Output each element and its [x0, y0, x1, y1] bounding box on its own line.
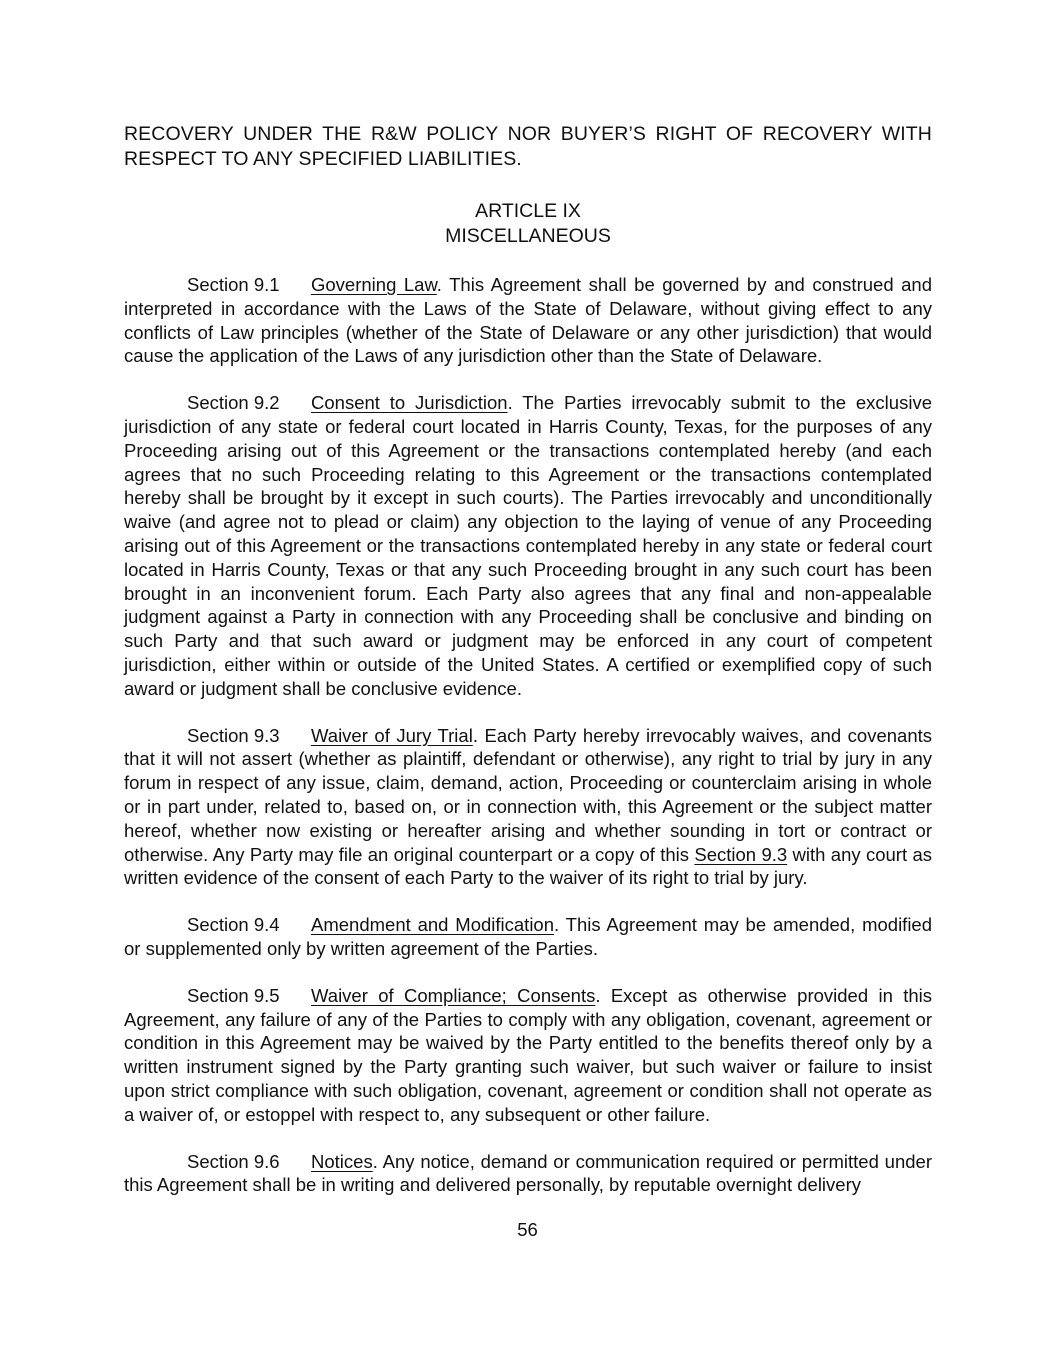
- section-heading: Waiver of Jury Trial: [311, 724, 473, 746]
- article-header: [124, 199, 932, 249]
- section-body-continued: with any court as written evidence of the consent of each Party to the waiver of its right to trial by jury.: [124, 843, 932, 889]
- section-9-6: [124, 1150, 932, 1198]
- section-heading: Amendment and Modification: [311, 914, 555, 936]
- section-body: . The Parties irrevocably submit to the exclusive jurisdiction of any state or federal court located in Harris County, Texas, for the purposes of any Proceeding arising out of this Agreement or the transactions contemplated hereby (and each agrees that no such Proceeding relating to this Agreement or the transactions contemplated hereby shall be brought by it except in such courts). The Parties irrevocably and unconditionally waive (and agree not to plead or claim) any objection to the laying of venue of any Proceeding arising out of this Agreement or the transactions contemplated hereby in any state or federal court located in Harris County, Texas or that any such Proceeding brought in any such court has been brought in an inconvenient forum. Each Party also agrees that any final and non-appealable judgment against a Party in connection with any Proceeding shall be conclusive and binding on such Party and that such award or judgment may be enforced in any court of competent jurisdiction, either within or outside of the United States. A certified or exemplified copy of such award or judgment shall be conclusive evidence.: [124, 392, 932, 699]
- section-9-3: [124, 724, 932, 891]
- section-number: Section 9.1: [187, 274, 280, 295]
- section-number: Section 9.4: [187, 914, 280, 936]
- section-heading: Consent to Jurisdiction: [311, 392, 508, 414]
- article-number: ARTICLE IX: [475, 200, 581, 222]
- section-9-5: [124, 984, 932, 1127]
- section-body: . Except as otherwise provided in this Agreement, any failure of any of the Parties to comply with any obligation, covenant, agreement or condition in this Agreement may be waived by the Party entitled to the benefits thereof only by a written instrument signed by the Party granting such waiver, but such waiver or failure to insist upon strict compliance with such obligation, covenant, agreement or condition shall not operate as a waiver of, or estoppel with respect to, any subsequent or other failure.: [124, 984, 933, 1125]
- preamble-text: RECOVERY UNDER THE R&W POLICY NOR BUYER’S RIGHT OF RECOVERY WITH RESPECT TO ANY SPECIFIED LIABILITIES.: [124, 123, 932, 170]
- page-number: 56: [517, 1219, 538, 1240]
- section-number: Section 9.3: [187, 724, 280, 746]
- section-heading: Notices: [311, 1150, 373, 1172]
- section-number: Section 9.5: [187, 984, 280, 1006]
- document-page: [124, 122, 932, 1197]
- section-number: Section 9.2: [187, 392, 280, 414]
- section-heading: Waiver of Compliance; Consents: [311, 984, 596, 1006]
- section-body: . This Agreement may be amended, modified or supplemented only by written agreement of the Parties.: [124, 914, 933, 959]
- section-9-2: [124, 391, 932, 700]
- section-heading: Governing Law: [311, 274, 437, 295]
- section-number: Section 9.6: [187, 1150, 280, 1172]
- section-body: . Any notice, demand or communication required or permitted under this Agreement shall be in writing and delivered personally, by reputable overnight delivery: [124, 1150, 932, 1196]
- section-9-1: [124, 273, 932, 368]
- section-body: . Each Party hereby irrevocably waives, and covenants that it will not assert (whether as plaintiff, defendant or otherwise), any right to trial by jury in any forum in respect of any issue, claim, demand, action, Proceeding or counterclaim arising in whole or in part under, related to, based on, or in connection with, this Agreement or the subject matter hereof, whether now existing or hereafter arising and whether sounding in tort or contract or otherwise. Any Party may file an original counterpart or a copy of this: [124, 724, 932, 865]
- section-body: . This Agreement shall be governed by and construed and interpreted in accordance with the Laws of the State of Delaware, without giving effect to any conflicts of Law principles (whether of the State of Delaware or any other jurisdiction) that would cause the application of the Laws of any jurisdiction other than the State of Delaware.: [124, 274, 932, 367]
- article-title: MISCELLANEOUS: [445, 225, 611, 247]
- section-9-4: [124, 913, 932, 961]
- section-cross-reference: Section 9.3: [694, 843, 788, 865]
